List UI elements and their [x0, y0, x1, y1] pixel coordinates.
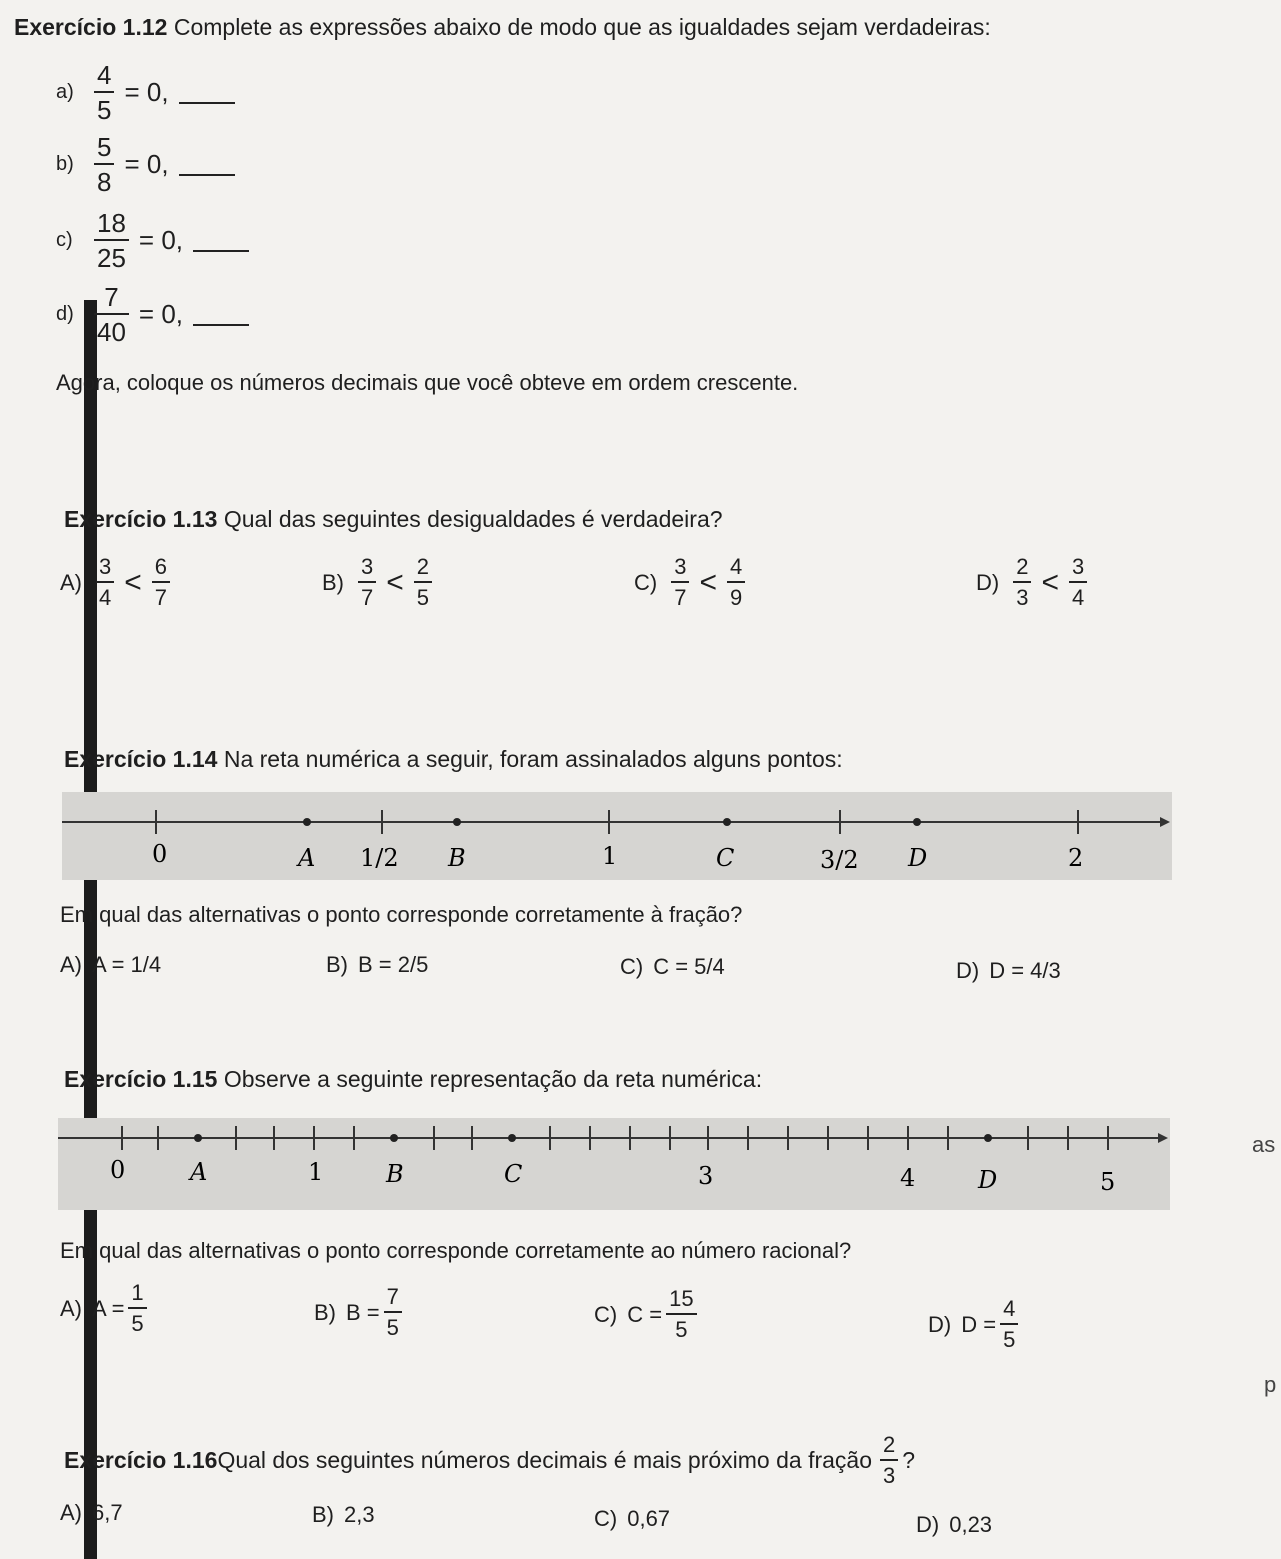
label-3: 3 — [698, 1162, 714, 1190]
label-2: 2 — [1068, 844, 1084, 872]
ex112-item-b: b) $\frac{5}{8}$ = 0, — [56, 134, 235, 195]
point-d — [984, 1134, 992, 1142]
label-1: 1 — [308, 1158, 324, 1186]
label-b: B — [386, 1160, 404, 1188]
answer-blank[interactable] — [179, 154, 235, 176]
ex114-option-d[interactable]: D) D = 4/3 — [956, 958, 1061, 983]
point-a — [194, 1134, 202, 1142]
point-d — [913, 818, 921, 826]
point-b — [453, 818, 461, 826]
arrow-icon — [1158, 1133, 1168, 1143]
ex115-option-a[interactable]: A) A = $\frac{1}{5}$ — [60, 1282, 151, 1335]
label-d: D — [908, 844, 928, 872]
label-0: 0 — [110, 1156, 126, 1184]
ex114-number-line — [62, 792, 1172, 880]
label-d: D — [978, 1166, 998, 1194]
ex115-number-line — [58, 1118, 1170, 1210]
ex116-option-d[interactable]: D) 0,23 — [916, 1512, 993, 1537]
ex114-title: Exercício 1.14 Na reta numérica a seguir, foram assinalados alguns pontos: — [64, 746, 843, 772]
edge-text-2: p — [1264, 1372, 1277, 1397]
ex116-option-c[interactable]: C) 0,67 — [594, 1506, 671, 1531]
ex112-followup: Agora, coloque os números decimais que você obteve em ordem crescente. — [56, 370, 799, 395]
label-c: C — [504, 1160, 523, 1188]
label-half: 1/2 — [360, 844, 399, 872]
ex115-option-c[interactable]: C) C = $\frac{15}{5}$ — [594, 1288, 701, 1341]
ex115-option-b[interactable]: B) B = $\frac{7}{5}$ — [314, 1286, 406, 1339]
point-c — [723, 818, 731, 826]
ex114-question: Em qual das alternativas o ponto corresponde corretamente à fração? — [60, 902, 743, 927]
ex115-option-d[interactable]: D) D = $\frac{4}{5}$ — [928, 1298, 1022, 1351]
ex114-option-a[interactable]: A) A = 1/4 — [60, 952, 162, 977]
edge-text-1: as — [1252, 1132, 1276, 1157]
answer-blank[interactable] — [179, 82, 235, 104]
ex114-option-b[interactable]: B) B = 2/5 — [326, 952, 429, 977]
label-a: A — [190, 1158, 208, 1186]
label-3half: 3/2 — [820, 846, 859, 874]
ex114-option-c[interactable]: C) C = 5/4 — [620, 954, 725, 979]
point-a — [303, 818, 311, 826]
ex112-item-a: a) $\frac{4}{5}$ = 0, — [56, 62, 235, 123]
arrow-icon — [1160, 817, 1170, 827]
ex113-title: Exercício 1.13 Qual das seguintes desigualdades é verdadeira? — [64, 506, 723, 532]
ex115-question: Em qual das alternativas o ponto corresponde corretamente ao número racional? — [60, 1238, 852, 1263]
ex113-option-d[interactable]: D) $\frac{2}{3}$ < $\frac{3}{4}$ — [976, 556, 1091, 609]
ex116-option-b[interactable]: B) 2,3 — [312, 1502, 375, 1527]
answer-blank[interactable] — [193, 304, 249, 326]
ex113-option-a[interactable]: A) $\frac{3}{4}$ < $\frac{6}{7}$ — [60, 556, 174, 609]
binding-bar — [84, 300, 97, 1559]
answer-blank[interactable] — [193, 230, 249, 252]
label-0: 0 — [152, 840, 168, 868]
ex116-title: Exercício 1.16 Qual dos seguintes números decimais é mais próximo da fração $\frac{2}{3}$ ? — [64, 1432, 916, 1488]
ex115-title: Exercício 1.15 Observe a seguinte representação da reta numérica: — [64, 1066, 763, 1092]
ex113-option-c[interactable]: C) $\frac{3}{7}$ < $\frac{4}{9}$ — [634, 556, 749, 609]
ex112-item-c: c) $\frac{18}{25}$ = 0, — [56, 210, 249, 271]
label-1: 1 — [602, 842, 618, 870]
point-b — [390, 1134, 398, 1142]
label-4: 4 — [900, 1164, 916, 1192]
label-a: A — [298, 844, 316, 872]
point-c — [508, 1134, 516, 1142]
label-5: 5 — [1100, 1168, 1116, 1196]
ex116-option-a[interactable]: A) 6,7 — [60, 1500, 123, 1525]
ex113-option-b[interactable]: B) $\frac{3}{7}$ < $\frac{2}{5}$ — [322, 556, 436, 609]
label-c: C — [716, 844, 735, 872]
label-b: B — [448, 844, 466, 872]
ex112-item-d: d) $\frac{7}{40}$ = 0, — [56, 284, 249, 345]
ex112-title: Exercício 1.12 Complete as expressões abaixo de modo que as igualdades sejam verdadeiras: — [14, 14, 991, 40]
